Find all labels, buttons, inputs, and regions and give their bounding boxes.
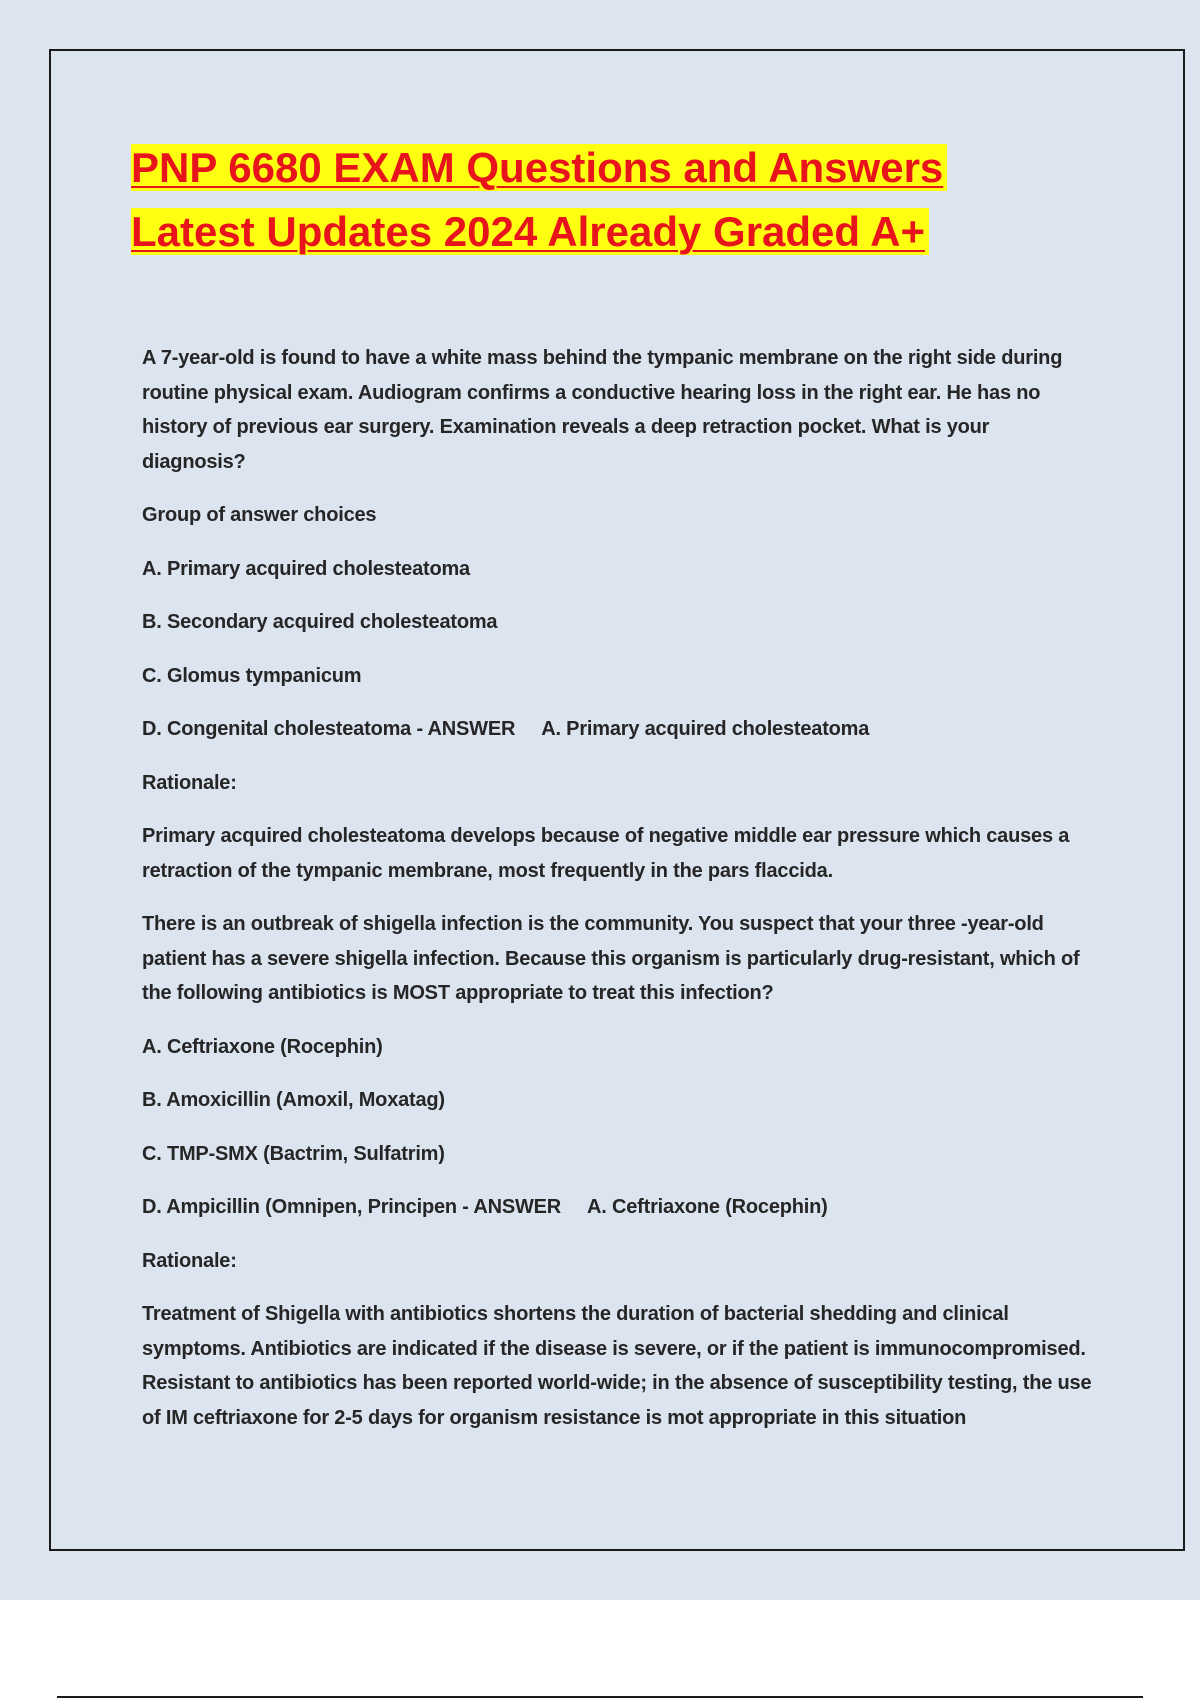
- document-title: [131, 136, 1031, 264]
- question-1-choice-c: C. Glomus tympanicum: [142, 664, 362, 687]
- question-2-stem: There is an outbreak of shigella infection is the community. You suspect that your three -year-old patient has a severe shigella infection. Because this organism is particularly drug-resistant, which of the following antibiotics is MOST appropriate to treat this infection?: [142, 913, 1080, 1004]
- question-1-rationale: Primary acquired cholesteatoma develops because of negative middle ear pressure which causes a retraction of the tympanic membrane, most frequently in the pars flaccida.: [142, 825, 1070, 882]
- question-1-choice-a: A. Primary acquired cholesteatoma: [142, 557, 470, 580]
- question-1-stem: A 7-year-old is found to have a white mass behind the tympanic membrane on the right side during routine physical exam. Audiogram confirms a conductive hearing loss in the right ear. He has no history of previous ear surgery. Examination reveals a deep retraction pocket. What is your diagnosis?: [142, 347, 1063, 473]
- footer-rule: [57, 1696, 1143, 1698]
- question-2-rationale-label: Rationale:: [142, 1249, 237, 1272]
- question-1-choice-b: B. Secondary acquired cholesteatoma: [142, 611, 498, 633]
- title-line-1: PNP 6680 EXAM Questions and Answers: [131, 144, 947, 191]
- question-1-answer: A. Primary acquired cholesteatoma: [541, 718, 870, 740]
- question-1-group-label: Group of answer choices: [142, 504, 377, 526]
- document-body: [142, 341, 1097, 1454]
- question-2-choice-d-row: [142, 1190, 1097, 1225]
- question-1-rationale-label: Rationale:: [142, 771, 237, 794]
- question-1-choice-d-row: [142, 712, 1097, 747]
- question-2-choice-a: A. Ceftriaxone (Rocephin): [142, 1035, 383, 1058]
- question-1-choice-d: D. Congenital cholesteatoma - ANSWER: [142, 718, 516, 740]
- question-2-answer: A. Ceftriaxone (Rocephin): [587, 1196, 828, 1218]
- title-line-2: Latest Updates 2024 Already Graded A+: [131, 208, 929, 255]
- question-2-choice-b: B. Amoxicillin (Amoxil, Moxatag): [142, 1089, 445, 1111]
- question-2-choice-d: D. Ampicillin (Omnipen, Principen - ANSWER: [142, 1196, 562, 1218]
- question-2-choice-c: C. TMP-SMX (Bactrim, Sulfatrim): [142, 1142, 445, 1165]
- question-2-rationale: Treatment of Shigella with antibiotics shortens the duration of bacterial shedding and clinical symptoms. Antibiotics are indicated if the disease is severe, or if the patient is immunocompromised. Resistant to antibiotics has been reported world-wide; in the absence of susceptibility testing, the use of IM ceftriaxone for 2-5 days for organism resistance is mot appropriate in this situation: [142, 1303, 1092, 1429]
